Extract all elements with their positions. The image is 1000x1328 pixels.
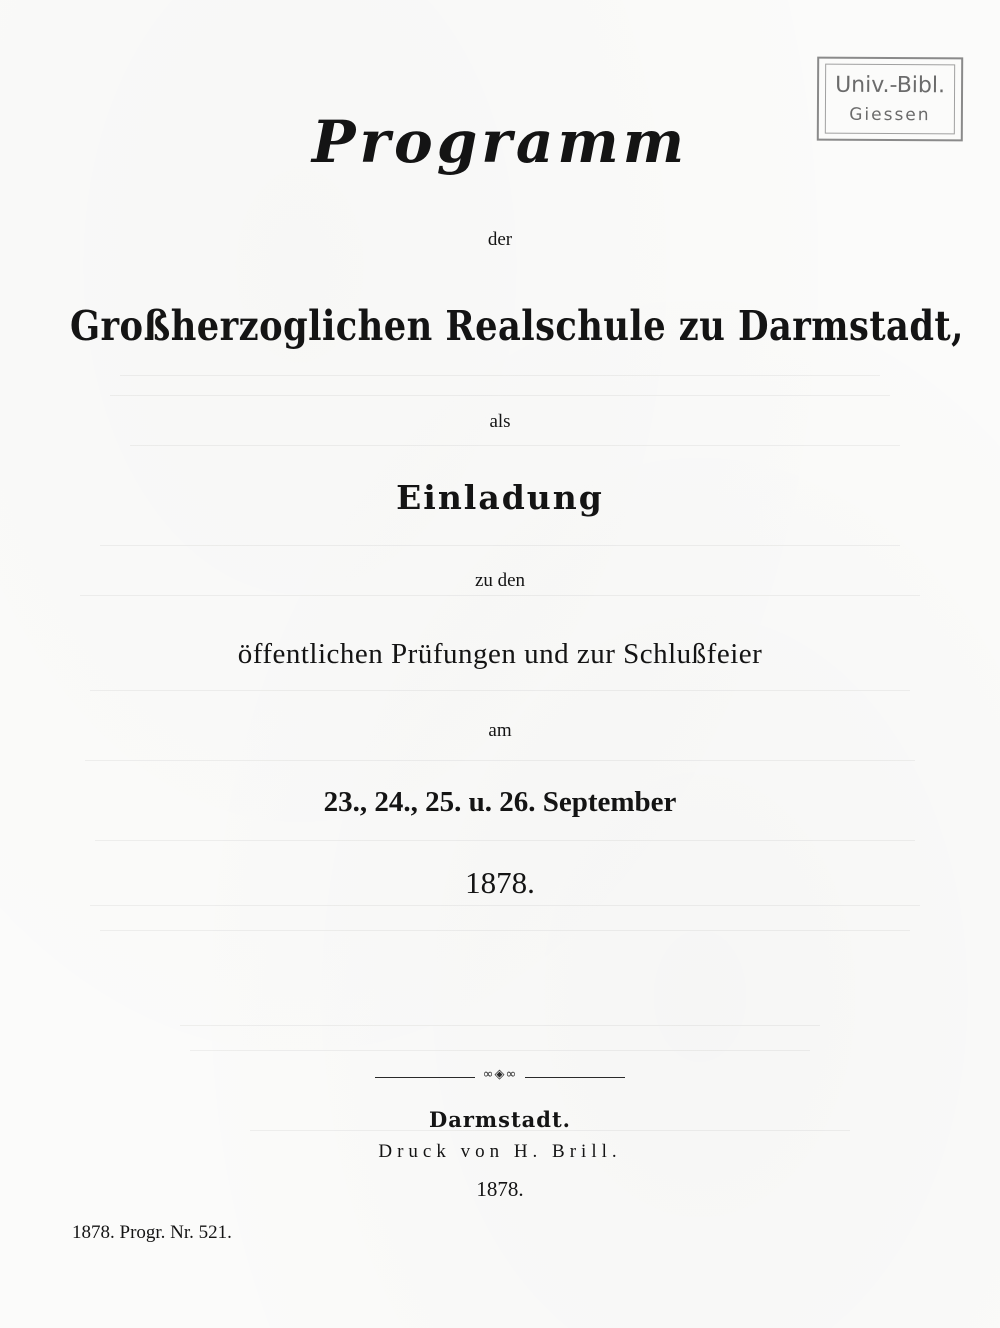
bleed-through-line <box>190 1050 810 1051</box>
bleed-through-line <box>95 840 915 841</box>
school-name: Großherzoglichen Realschule zu Darmstadt, <box>70 302 964 350</box>
bleed-through-line <box>130 445 900 446</box>
invitation-heading: Einladung <box>396 478 604 517</box>
bleed-through-line <box>100 930 910 931</box>
imprint-printer: Druck von H. Brill. <box>378 1141 622 1162</box>
bleed-through-line <box>180 1025 820 1026</box>
connector-der: der <box>487 229 513 250</box>
event-dates: 23., 24., 25. u. 26. September <box>323 786 677 818</box>
bleed-through-line <box>90 905 920 906</box>
divider-rule-right <box>525 1077 625 1078</box>
stamp-line-2: Giessen <box>849 104 931 126</box>
bleed-through-line <box>120 375 880 376</box>
stamp-line-1: Univ.-Bibl. <box>835 72 946 99</box>
connector-als: als <box>489 411 511 432</box>
bleed-through-line <box>80 595 920 596</box>
imprint-place: Darmstadt. <box>429 1107 571 1132</box>
program-number: 1878. Progr. Nr. 521. <box>72 1222 232 1243</box>
bleed-through-line <box>100 545 900 546</box>
exams-line: öffentlichen Prüfungen und zur Schlußfeier <box>237 638 763 670</box>
event-year: 1878. <box>465 865 535 900</box>
document-title: Programm <box>311 108 689 176</box>
connector-zu-den: zu den <box>474 570 526 591</box>
bleed-through-line <box>110 395 890 396</box>
ornamental-divider <box>375 1067 625 1084</box>
connector-am: am <box>488 720 512 741</box>
bleed-through-line <box>90 690 910 691</box>
divider-rule-left <box>375 1077 475 1078</box>
imprint-year: 1878. <box>476 1177 524 1201</box>
flourish-icon: ∞◈∞ <box>482 1067 518 1082</box>
bleed-through-line <box>85 760 915 761</box>
